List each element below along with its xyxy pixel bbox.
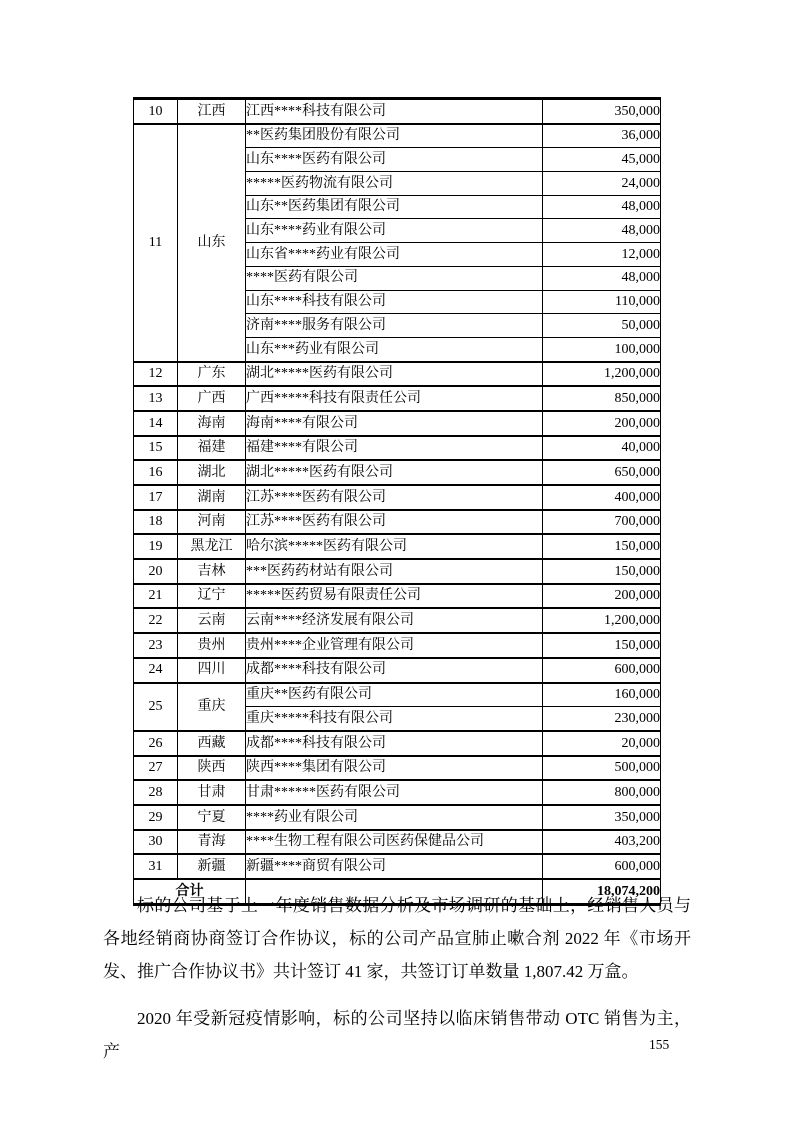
table-row: [134, 534, 661, 559]
cell-company-name: ***医药药材站有限公司: [246, 559, 543, 584]
cell-row-number: 20: [134, 559, 178, 584]
cell-province: 云南: [178, 608, 246, 633]
cell-company-name: ****生物工程有限公司医药保健品公司: [246, 830, 543, 855]
table-row: [134, 608, 661, 633]
cell-province: 广西: [178, 386, 246, 411]
cell-company-name: 哈尔滨*****医药有限公司: [246, 534, 543, 559]
cell-company-name: 济南****服务有限公司: [246, 314, 543, 338]
cell-order-quantity: 350,000: [543, 99, 661, 124]
cell-company-name: ****药业有限公司: [246, 805, 543, 830]
cell-order-quantity: 48,000: [543, 219, 661, 243]
table-row: [134, 510, 661, 535]
cell-province: 海南: [178, 411, 246, 436]
table-row: [134, 683, 661, 707]
cell-order-quantity: 40,000: [543, 436, 661, 461]
cell-company-name: 山东****药业有限公司: [246, 219, 543, 243]
cell-company-name: 江苏****医药有限公司: [246, 510, 543, 535]
cell-company-name: 陕西****集团有限公司: [246, 756, 543, 781]
cell-order-quantity: 24,000: [543, 172, 661, 196]
cell-order-quantity: 200,000: [543, 584, 661, 609]
cell-province: 山东: [178, 124, 246, 362]
table-row: [134, 854, 661, 879]
cell-row-number: 12: [134, 362, 178, 387]
cell-order-quantity: 400,000: [543, 485, 661, 510]
cell-province: 江西: [178, 99, 246, 124]
cell-order-quantity: 350,000: [543, 805, 661, 830]
cell-company-name: *****医药贸易有限责任公司: [246, 584, 543, 609]
cell-company-name: 海南****有限公司: [246, 411, 543, 436]
paragraph-agreement-summary: 标的公司基于上一年度销售数据分析及市场调研的基础上，经销售人员与各地经销商协商签订合作协议，标的公司产品宣肺止嗽合剂 2022 年《市场开发、推广合作协议书》共计签订 41 家，共签订订单数量 1,807.42 万盒。: [103, 896, 691, 981]
cell-province: 黑龙江: [178, 534, 246, 559]
cell-province: 重庆: [178, 683, 246, 731]
table-row: [134, 99, 661, 124]
table-row: [134, 386, 661, 411]
cell-order-quantity: 20,000: [543, 731, 661, 756]
page-number: 155: [649, 1037, 670, 1052]
table-row: [134, 362, 661, 387]
cell-order-quantity: 700,000: [543, 510, 661, 535]
cell-province: 甘肃: [178, 780, 246, 805]
cell-company-name: ****医药有限公司: [246, 266, 543, 290]
cell-province: 宁夏: [178, 805, 246, 830]
cell-row-number: 21: [134, 584, 178, 609]
cell-province: 辽宁: [178, 584, 246, 609]
cell-order-quantity: 100,000: [543, 337, 661, 361]
cell-company-name: 江苏****医药有限公司: [246, 485, 543, 510]
cell-row-number: 10: [134, 99, 178, 124]
cell-company-name: 贵州****企业管理有限公司: [246, 633, 543, 658]
cell-province: 贵州: [178, 633, 246, 658]
cell-province: 河南: [178, 510, 246, 535]
cell-order-quantity: 110,000: [543, 290, 661, 314]
cell-province: 新疆: [178, 854, 246, 879]
cell-order-quantity: 36,000: [543, 124, 661, 148]
cell-company-name: 山东****科技有限公司: [246, 290, 543, 314]
cell-order-quantity: 200,000: [543, 411, 661, 436]
cell-order-quantity: 12,000: [543, 243, 661, 267]
cell-row-number: 11: [134, 124, 178, 362]
table-row: [134, 731, 661, 756]
total-value-cell: 18,074,200: [543, 879, 661, 904]
cell-order-quantity: 150,000: [543, 559, 661, 584]
cell-company-name: 山东****医药有限公司: [246, 148, 543, 172]
cell-company-name: 重庆*****科技有限公司: [246, 707, 543, 731]
table-row: [134, 411, 661, 436]
cell-row-number: 28: [134, 780, 178, 805]
cell-order-quantity: 48,000: [543, 266, 661, 290]
cell-row-number: 24: [134, 658, 178, 683]
cell-order-quantity: 45,000: [543, 148, 661, 172]
cell-province: 福建: [178, 436, 246, 461]
cell-row-number: 30: [134, 830, 178, 855]
cell-row-number: 27: [134, 756, 178, 781]
cell-province: 陕西: [178, 756, 246, 781]
cell-row-number: 19: [134, 534, 178, 559]
cell-row-number: 25: [134, 683, 178, 731]
table-row: [134, 460, 661, 485]
cell-company-name: **医药集团股份有限公司: [246, 124, 543, 148]
cell-company-name: 新疆****商贸有限公司: [246, 854, 543, 879]
cell-row-number: 22: [134, 608, 178, 633]
cell-order-quantity: 230,000: [543, 707, 661, 731]
cell-province: 湖南: [178, 485, 246, 510]
cell-province: 四川: [178, 658, 246, 683]
cell-company-name: 湖北*****医药有限公司: [246, 362, 543, 387]
cell-order-quantity: 1,200,000: [543, 608, 661, 633]
cell-order-quantity: 800,000: [543, 780, 661, 805]
cell-company-name: 福建****有限公司: [246, 436, 543, 461]
table-row: [134, 124, 661, 148]
cell-order-quantity: 150,000: [543, 633, 661, 658]
table-row: [134, 584, 661, 609]
table-row: [134, 436, 661, 461]
cell-province: 青海: [178, 830, 246, 855]
cell-order-quantity: 48,000: [543, 195, 661, 219]
cell-company-name: 成都****科技有限公司: [246, 658, 543, 683]
cell-company-name: *****医药物流有限公司: [246, 172, 543, 196]
cell-province: 湖北: [178, 460, 246, 485]
cell-order-quantity: 150,000: [543, 534, 661, 559]
cell-company-name: 成都****科技有限公司: [246, 731, 543, 756]
cell-order-quantity: 403,200: [543, 830, 661, 855]
distributor-order-table: [133, 97, 661, 906]
cell-company-name: 江西****科技有限公司: [246, 99, 543, 124]
cell-order-quantity: 650,000: [543, 460, 661, 485]
cell-province: 广东: [178, 362, 246, 387]
cell-order-quantity: 600,000: [543, 854, 661, 879]
cell-company-name: 山东**医药集团有限公司: [246, 195, 543, 219]
cell-row-number: 18: [134, 510, 178, 535]
cell-row-number: 14: [134, 411, 178, 436]
body-text-block: [103, 889, 691, 1082]
table-row: [134, 633, 661, 658]
paragraph-covid-impact: 2020 年受新冠疫情影响，标的公司坚持以临床销售带动 OTC 销售为主，产: [103, 1009, 691, 1061]
cell-order-quantity: 600,000: [543, 658, 661, 683]
table-row: [134, 780, 661, 805]
cell-province: 西藏: [178, 731, 246, 756]
cell-province: 吉林: [178, 559, 246, 584]
cell-row-number: 17: [134, 485, 178, 510]
table-row: [134, 658, 661, 683]
cell-row-number: 16: [134, 460, 178, 485]
cell-company-name: 山东***药业有限公司: [246, 337, 543, 361]
table-row: [134, 805, 661, 830]
table-row: [134, 756, 661, 781]
cell-company-name: 山东省****药业有限公司: [246, 243, 543, 267]
table-row: [134, 559, 661, 584]
cell-company-name: 重庆**医药有限公司: [246, 683, 543, 707]
cell-order-quantity: 500,000: [543, 756, 661, 781]
table-row: [134, 485, 661, 510]
cell-company-name: 广西*****科技有限责任公司: [246, 386, 543, 411]
cell-order-quantity: 1,200,000: [543, 362, 661, 387]
cell-row-number: 26: [134, 731, 178, 756]
cell-order-quantity: 50,000: [543, 314, 661, 338]
cell-company-name: 甘肃******医药有限公司: [246, 780, 543, 805]
cell-row-number: 13: [134, 386, 178, 411]
cell-row-number: 29: [134, 805, 178, 830]
cell-order-quantity: 160,000: [543, 683, 661, 707]
table-row: [134, 830, 661, 855]
cell-order-quantity: 850,000: [543, 386, 661, 411]
cell-company-name: 湖北*****医药有限公司: [246, 460, 543, 485]
cell-row-number: 31: [134, 854, 178, 879]
total-label-cell: 合计: [134, 879, 246, 904]
cell-company-name: 云南****经济发展有限公司: [246, 608, 543, 633]
cell-row-number: 15: [134, 436, 178, 461]
cell-row-number: 23: [134, 633, 178, 658]
table-rows: [134, 99, 661, 880]
